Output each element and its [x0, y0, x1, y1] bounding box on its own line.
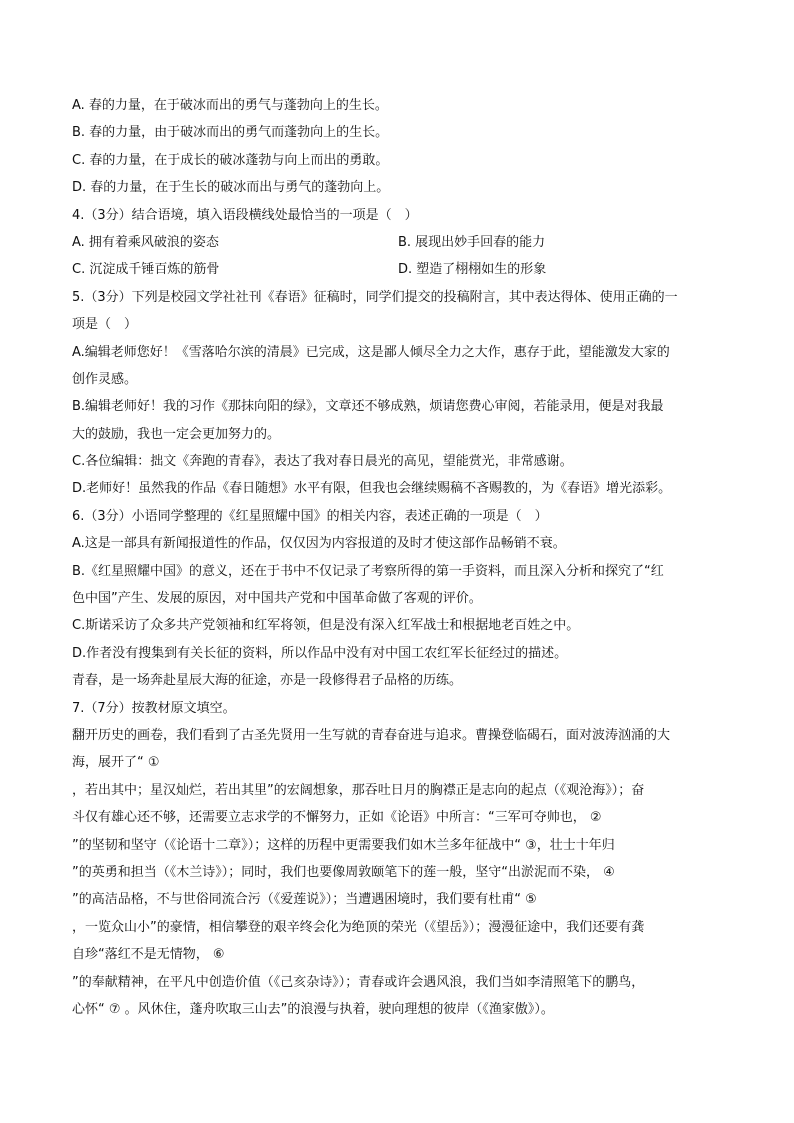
q6-stem: 6.（3分）小语同学整理的《红星照耀中国》的相关内容，表述正确的一项是（ ）	[72, 508, 548, 524]
q7-passage-line: 心怀“ ⑦ 。风休住，蓬舟吹取三山去”的浪漫与执着，驶向理想的彼岸（《渔家傲》）。	[72, 1001, 554, 1017]
intro-paragraph: 青春，是一场奔赴星辰大海的征途，亦是一段修得君子品格的历练。	[72, 673, 463, 689]
q5-stem-line-1: 5.（3分）下列是校园文学社社刊《春语》征稿时，同学们提交的投稿附言，其中表达得体、使用正确的一	[72, 289, 678, 305]
q7-passage-line: ”的奉献精神，在平凡中创造价值（《己亥杂诗》）；青春或许会遇风浪，我们当如李清照笔下的鹏鸟，	[72, 974, 645, 990]
q3-option-a: A. 春的力量，在于破冰而出的勇气与蓬勃向上的生长。	[72, 98, 388, 113]
q7-passage-line: ”的坚韧和坚守（《论语十二章》）；这样的历程中更需要我们如木兰多年征战中“ ③，壮士十年归	[72, 837, 615, 853]
q5-option-a-line-1: A.编辑老师您好！《雪落哈尔滨的清晨》已完成，这是鄙人倾尽全力之大作，惠存于此，望能激发大家的	[72, 344, 670, 360]
q7-passage-line: 翻开历史的画卷，我们看到了古圣先贤用一生写就的青春奋进与追求。曹操登临碣石，面对波涛汹涌的大	[72, 727, 671, 743]
q4-stem: 4.（3分）结合语境，填入语段横线处最恰当的一项是（ ）	[72, 207, 418, 223]
document-page	[72, 92, 724, 1023]
q3-option-c: C. 春的力量，在于成长的破冰蓬勃与向上而出的勇敢。	[72, 152, 389, 168]
q5-option-b-line-1: B.编辑老师好！我的习作《那抹向阳的绿》，文章还不够成熟，烦请您费心审阅，若能录用，便是对我最	[72, 399, 664, 415]
q7-passage-line: ，一览众山小”的豪情，相信攀登的艰辛终会化为绝顶的荣光（《望岳》）；漫漫征途中，我们还要有龚	[72, 919, 645, 935]
q3-option-d: D. 春的力量，在于生长的破冰而出与勇气的蓬勃向上。	[72, 180, 390, 196]
q5-option-c: C.各位编辑：拙文《奔跑的青春》，表达了我对春日晨光的高见，望能赏光，非常感谢。	[72, 454, 573, 470]
q7-passage-line: ”的英勇和担当（《木兰诗》）；同时，我们也要像周敦颐笔下的莲一般，坚守“出淤泥而不染， ④	[72, 864, 615, 880]
q4-option-c: C. 沉淀成千锤百炼的筋骨	[72, 262, 220, 278]
q5-option-d: D.老师好！虽然我的作品《春日随想》水平有限，但我也会继续赐稿不吝赐教的，为《春语》增光添彩。	[72, 481, 672, 497]
q7-stem: 7.（7分）按教材原文填空。	[72, 700, 236, 716]
q6-option-b-line-1: B.《红星照耀中国》的意义，还在于书中不仅记录了考察所得的第一手资料，而且深入分析和探究了“红	[72, 563, 664, 579]
q6-option-b-line-2: 色中国”产生、发展的原因，对中国共产党和中国革命做了客观的评价。	[72, 591, 482, 607]
q3-option-b: B. 春的力量，由于破冰而出的勇气而蓬勃向上的生长。	[72, 125, 389, 141]
q4-option-b: B. 展现出妙手回春的能力	[398, 234, 546, 250]
q6-option-c: C.斯诺采访了众多共产党领袖和红军将领，但是没有深入红军战士和根据地老百姓之中。	[72, 618, 580, 634]
q4-options-row-1	[72, 229, 724, 256]
q4-option-a: A. 拥有着乘风破浪的姿态	[72, 234, 219, 250]
q5-option-a-line-2: 创作灵感。	[72, 371, 138, 387]
q4-option-d: D. 塑造了栩栩如生的形象	[398, 262, 547, 278]
q6-option-d: D.作者没有搜集到有关长征的资料，所以作品中没有对中国工农红军长征经过的描述。	[72, 645, 568, 661]
q7-passage-line: 自珍“落红不是无情物， ⑥	[72, 947, 225, 963]
q5-stem-line-2: 项是（ ）	[72, 317, 138, 333]
q7-passage-line: 海，展开了“ ①	[72, 755, 160, 771]
q6-option-a: A.这是一部具有新闻报道性的作品，仅仅因为内容报道的及时才使这部作品畅销不衰。	[72, 536, 566, 552]
q5-option-b-line-2: 大的鼓励，我也一定会更加努力的。	[72, 426, 281, 442]
q4-options-row-2	[72, 256, 724, 283]
q7-passage-line: 斗仅有雄心还不够，还需要立志求学的不懈努力，正如《论语》中所言：“三军可夺帅也， ②	[72, 810, 602, 826]
q7-passage-line: ”的高洁品格，不与世俗同流合污（《爱莲说》）；当遭遇困境时，我们要有杜甫“ ⑤	[72, 892, 537, 908]
q7-passage-line: ，若出其中；星汉灿烂，若出其里”的宏阔想象，那吞吐日月的胸襟正是志向的起点（《观沧海》）；奋	[72, 782, 645, 798]
